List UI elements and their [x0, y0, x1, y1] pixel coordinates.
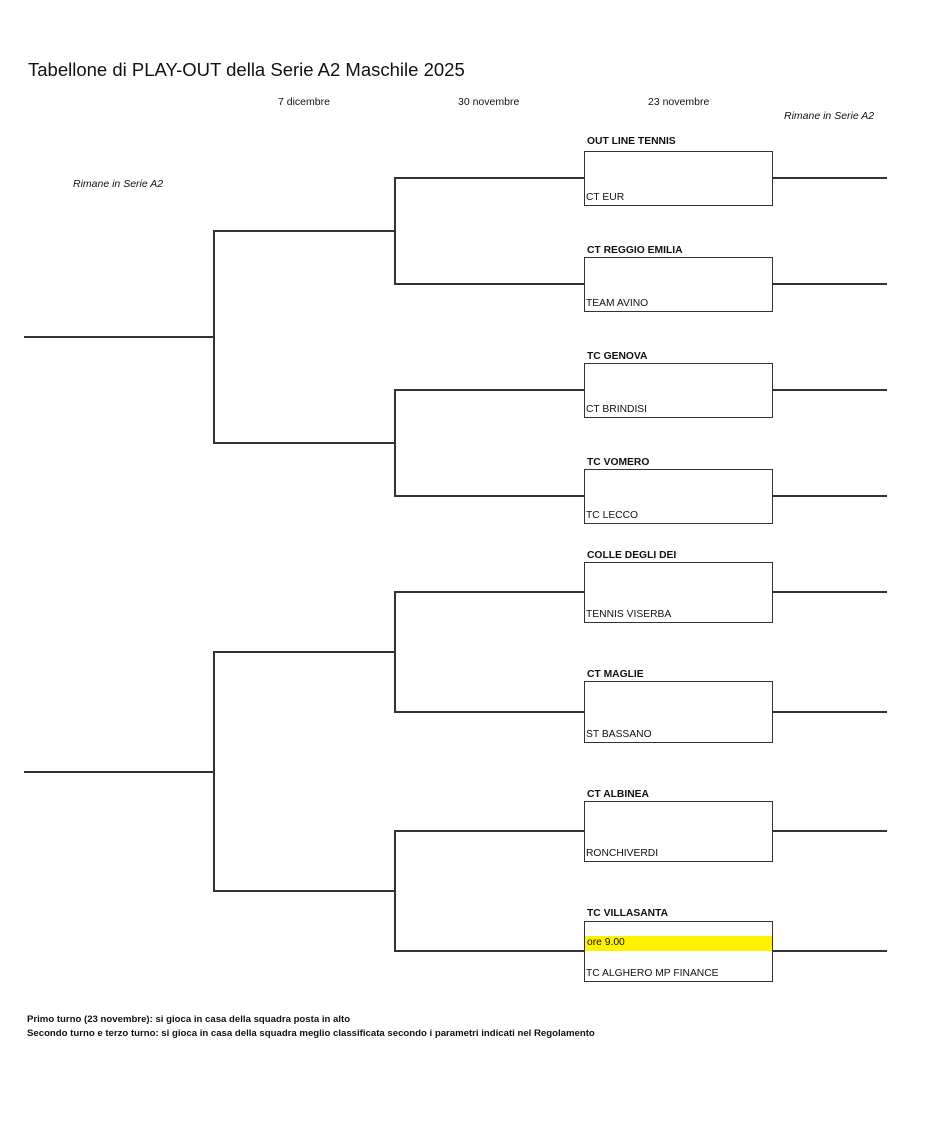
home-team: COLLE DEGLI DEI — [587, 550, 677, 561]
bracket-line — [24, 771, 215, 773]
round-2-date: 30 novembre — [458, 96, 520, 108]
bracket-line — [772, 830, 887, 832]
round-1-date: 23 novembre — [648, 96, 710, 108]
bracket-line — [772, 591, 887, 593]
note-later-rounds: Secondo turno e terzo turno: si gioca in casa della squadra meglio classificata secondo i parametri indicati nel Regolamento — [27, 1028, 595, 1039]
away-team: TEAM AVINO — [586, 298, 649, 309]
away-team: ST BASSANO — [586, 729, 652, 740]
away-team: TC LECCO — [586, 510, 639, 521]
bracket-line — [213, 231, 215, 444]
bracket-line — [213, 652, 215, 892]
page-title: Tabellone di PLAY-OUT della Serie A2 Maschile 2025 — [28, 59, 465, 80]
bracket-line — [394, 495, 585, 497]
home-team: CT MAGLIE — [587, 669, 644, 680]
bracket-line — [213, 230, 395, 232]
bracket-line — [394, 831, 396, 952]
bracket-line — [772, 950, 887, 952]
round-3-date: 7 dicembre — [278, 96, 330, 108]
away-team: CT BRINDISI — [586, 404, 648, 415]
bracket-line — [394, 950, 585, 952]
right-outcome-label: Rimane in Serie A2 — [784, 110, 875, 122]
bracket-line — [772, 177, 887, 179]
match-time: ore 9.00 — [587, 937, 625, 948]
bracket-line — [394, 283, 585, 285]
home-team: OUT LINE TENNIS — [587, 136, 676, 147]
bracket-line — [394, 389, 585, 391]
away-team: TENNIS VISERBA — [586, 609, 672, 620]
home-team: CT ALBINEA — [587, 789, 649, 800]
home-team: CT REGGIO EMILIA — [587, 245, 683, 256]
home-team: TC VOMERO — [587, 457, 650, 468]
bracket-line — [772, 283, 887, 285]
bracket-line — [394, 390, 396, 497]
bracket-line — [24, 336, 215, 338]
bracket-line — [394, 178, 396, 285]
away-team: CT EUR — [586, 192, 625, 203]
away-team: TC ALGHERO MP FINANCE — [586, 968, 719, 979]
bracket-line — [772, 495, 887, 497]
bracket-line — [394, 592, 396, 713]
away-team: RONCHIVERDI — [586, 848, 659, 859]
bracket-line — [394, 177, 585, 179]
bracket-line — [213, 442, 395, 444]
bracket-line — [772, 389, 887, 391]
left-outcome-label: Rimane in Serie A2 — [73, 178, 164, 190]
bracket-line — [213, 651, 395, 653]
bracket-line — [772, 711, 887, 713]
bracket-line — [213, 890, 395, 892]
bracket-line — [394, 830, 585, 832]
bracket-line — [394, 711, 585, 713]
home-team: TC GENOVA — [587, 351, 648, 362]
note-first-round: Primo turno (23 novembre): si gioca in casa della squadra posta in alto — [27, 1014, 351, 1025]
bracket-line — [394, 591, 585, 593]
home-team: TC VILLASANTA — [587, 908, 669, 919]
